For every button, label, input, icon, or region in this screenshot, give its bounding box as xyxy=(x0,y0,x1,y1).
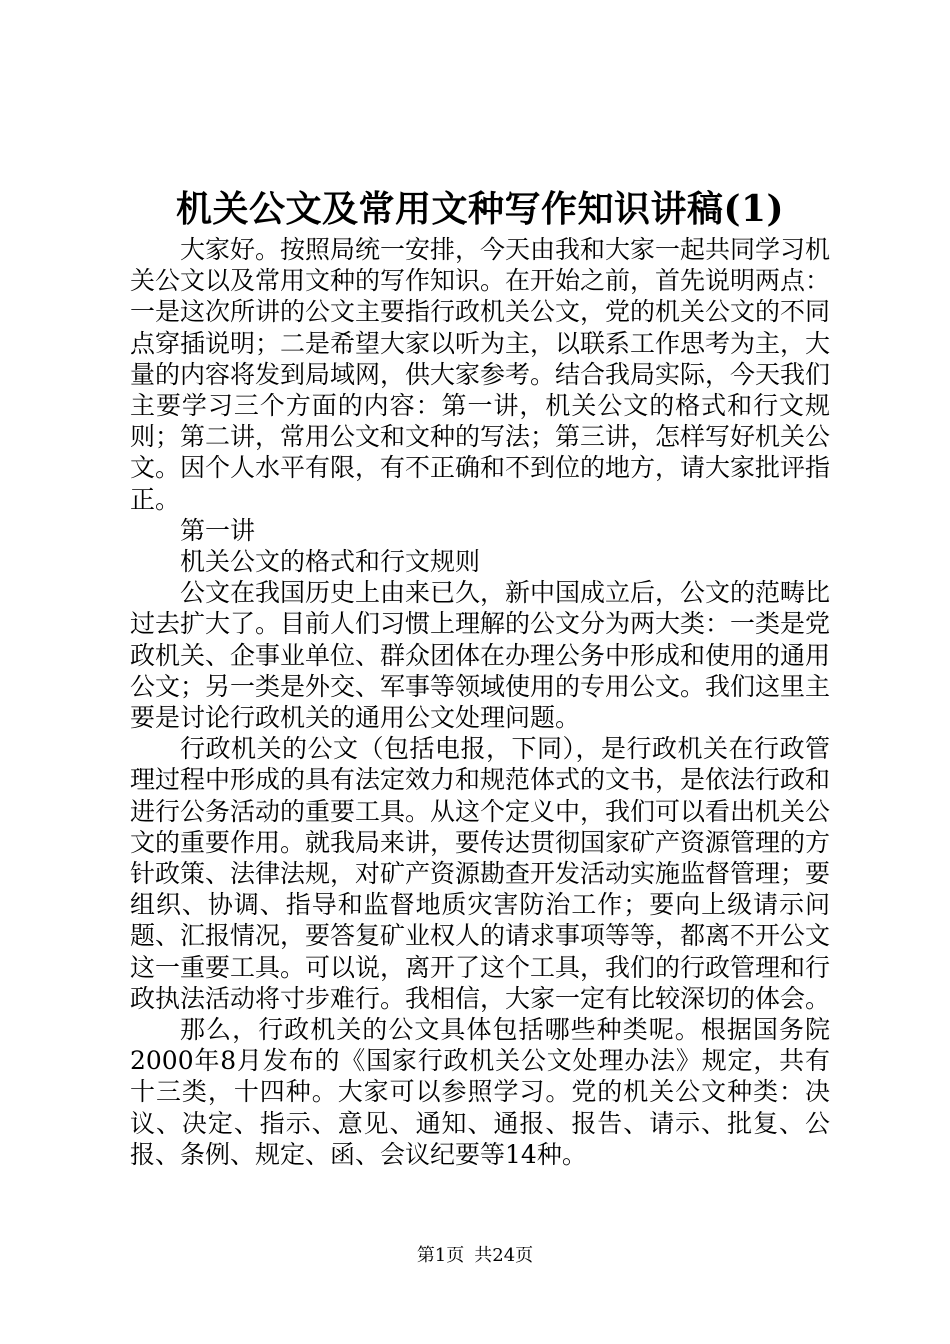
document-body xyxy=(130,234,830,1170)
paragraph-definition: 行政机关的公文（包括电报，下同），是行政机关在行政管理过程中形成的具有法定效力和规范体式的文书，是依法行政和进行公务活动的重要工具。从这个定义中，我们可以看出机关公文的重要作用。就我局来讲，要传达贯彻国家矿产资源管理的方针政策、法律法规，对矿产资源勘查开发活动实施监督管理；要组织、协调、指导和监督地质灾害防治工作；要向上级请示问题、汇报情况，要答复矿业权人的请求事项等等，都离不开公文这一重要工具。可以说，离开了这个工具，我们的行政管理和行政执法活动将寸步难行。我相信，大家一定有比较深切的体会。 xyxy=(130,734,831,1013)
page-number: 第1页 xyxy=(416,1245,465,1266)
section-heading: 第一讲 xyxy=(180,515,256,545)
page-total: 共24页 xyxy=(474,1245,534,1266)
section-subheading: 机关公文的格式和行文规则 xyxy=(180,547,481,577)
paragraph-history: 公文在我国历史上由来已久，新中国成立后，公文的范畴比过去扩大了。目前人们习惯上理解的公文分为两大类：一类是党政机关、企事业单位、群众团体在办理公务中形成和使用的通用公文；另一类是外交、军事等领域使用的专用公文。我们这里主要是讨论行政机关的通用公文处理问题。 xyxy=(130,578,831,733)
document-title: 机关公文及常用文种写作知识讲稿(1) xyxy=(175,188,785,230)
paragraph-intro: 大家好。按照局统一安排，今天由我和大家一起共同学习机关公文以及常用文种的写作知识。在开始之前，首先说明两点：一是这次所讲的公文主要指行政机关公文，党的机关公文的不同点穿插说明；二是希望大家以听为主，以联系工作思考为主，大量的内容将发到局域网，供大家参考。结合我局实际，今天我们主要学习三个方面的内容：第一讲，机关公文的格式和行文规则；第二讲，常用公文和文种的写法；第三讲，怎样写好机关公文。因个人水平有限，有不正确和不到位的地方，请大家批评指正。 xyxy=(130,235,831,514)
page-footer xyxy=(0,1244,950,1268)
paragraph-types: 那么，行政机关的公文具体包括哪些种类呢。根据国务院2000年8月发布的《国家行政机关公文处理办法》规定，共有十三类，十四种。大家可以参照学习。党的机关公文种类：决议、决定、指示、意见、通知、通报、报告、请示、批复、公报、条例、规定、函、会议纪要等14种。 xyxy=(130,1015,830,1169)
